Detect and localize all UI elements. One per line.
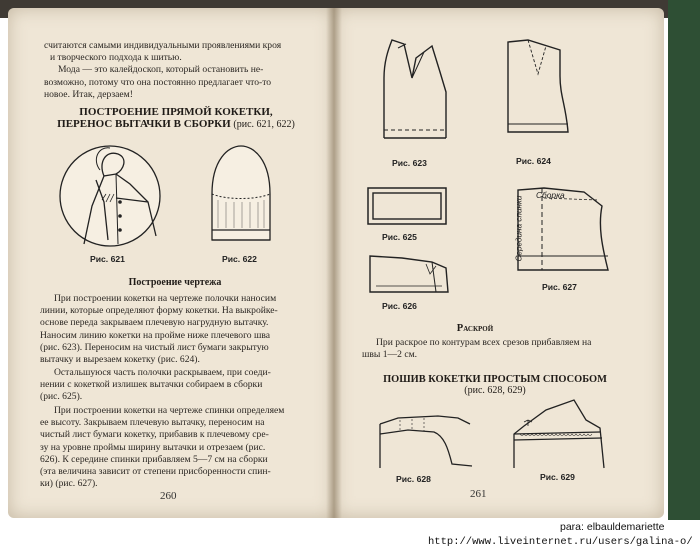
caption-628: Рис. 628: [396, 474, 431, 484]
figure-629-illustration: [510, 394, 606, 470]
text-line: линии, которые определяют форму кокетки. На выкройке-: [40, 305, 278, 317]
page-number-right: 261: [470, 488, 487, 500]
label-sborka: Сборка: [536, 190, 565, 200]
paragraph-2: [40, 367, 306, 404]
figure-622-illustration: [206, 144, 276, 250]
book-cover-edge: [668, 0, 700, 520]
heading-figure-ref: (рис. 621, 622): [233, 119, 295, 130]
text-line: При построении кокетки на чертеже спинки определяем: [54, 405, 285, 416]
figure-624-illustration: [500, 36, 572, 136]
paragraph-3: [40, 405, 306, 490]
paragraph-1: [40, 293, 306, 366]
text-line: Остальшуюся часть полочки раскрываем, при соеди-: [54, 367, 271, 378]
heading2-figure-ref: (рис. 628, 629): [464, 385, 526, 396]
heading2-line: ПОШИВ КОКЕТКИ ПРОСТЫМ СПОСОБОМ: [383, 374, 607, 385]
heading-line-1: ПОСТРОЕНИЕ ПРЯМОЙ КОКЕТКИ,: [79, 106, 273, 118]
caption-623: Рис. 623: [392, 158, 427, 168]
text-line: При построении кокетки на чертеже полочки наносим: [54, 293, 277, 304]
intro-line: новое. Итак, дерзаем!: [44, 88, 133, 100]
text-line: основе переда закрываем плечевую нагрудную вытачку.: [40, 317, 269, 329]
caption-622: Рис. 622: [222, 254, 257, 264]
text-line: ки) (рис. 627).: [40, 478, 98, 490]
caption-627: Рис. 627: [542, 282, 577, 292]
figure-628-illustration: [378, 410, 474, 470]
text-line: зу на уровне проймы ширину вытачки и отрезаем (рис.: [40, 441, 266, 453]
credit-author: para: elbauldemariette: [560, 521, 665, 533]
raskroy-paragraph: [362, 337, 630, 361]
text-line: вытачку и вырезаем кокетку (рис. 624).: [40, 354, 200, 366]
text-line: 626). К середине спинки прибавляем 5—7 см на сборки: [40, 453, 268, 465]
caption-626: Рис. 626: [382, 301, 417, 311]
text-line: ее высоту. Закрываем плечевую вытачку, переносим на: [40, 417, 265, 429]
section-heading-2: [362, 374, 628, 396]
text-line: (рис. 623). Переносим на чистый лист бумаги закрытую: [40, 341, 269, 353]
intro-line: Мода — это калейдоскоп, который остановить не-: [58, 64, 264, 76]
book-gutter: [326, 8, 342, 518]
figure-621-illustration: [58, 140, 166, 252]
intro-text: [44, 40, 306, 101]
text-line: (рис. 625).: [40, 391, 83, 403]
text-line: швы 1—2 см.: [362, 349, 418, 361]
text-line: чистый лист бумаги кокетку, прибавив к плечевому сре-: [40, 429, 269, 441]
text-line: (эта величина зависит от степени присборенности спин-: [40, 466, 271, 478]
subheading-construction: Построение чертежа: [128, 277, 222, 288]
caption-625: Рис. 625: [382, 232, 417, 242]
credit-url[interactable]: http://www.liveinternet.ru/users/galina-o/: [428, 536, 693, 548]
figure-626-illustration: [366, 252, 452, 296]
heading-line-2: ПЕРЕНОС ВЫТАЧКИ В СБОРКИ: [57, 118, 231, 130]
figure-623-illustration: [376, 38, 454, 144]
caption-621: Рис. 621: [90, 254, 125, 264]
label-seredina-spinki: Середина спинки: [514, 195, 524, 262]
text-line: Наносим линию кокетки на пройме ниже плечевого шва: [40, 329, 271, 341]
caption-629: Рис. 629: [540, 472, 575, 482]
text-line: нении с кокеткой излишек вытачки собираем в сборки: [40, 379, 263, 391]
page-number-left: 260: [160, 490, 177, 502]
section-heading: [40, 106, 312, 130]
intro-line: считаются самыми индивидуальными проявлениями кроя: [44, 40, 282, 51]
subheading-raskroy: Раскрой: [456, 323, 494, 334]
caption-624: Рис. 624: [516, 156, 551, 166]
figure-625-illustration: [366, 186, 448, 228]
intro-line: и творческого подхода к шитью.: [50, 52, 182, 64]
intro-line: возможно, потому что она постоянно предлагает что-то: [44, 76, 272, 88]
text-line: При раскрое по контурам всех срезов прибавляем на: [376, 337, 592, 348]
